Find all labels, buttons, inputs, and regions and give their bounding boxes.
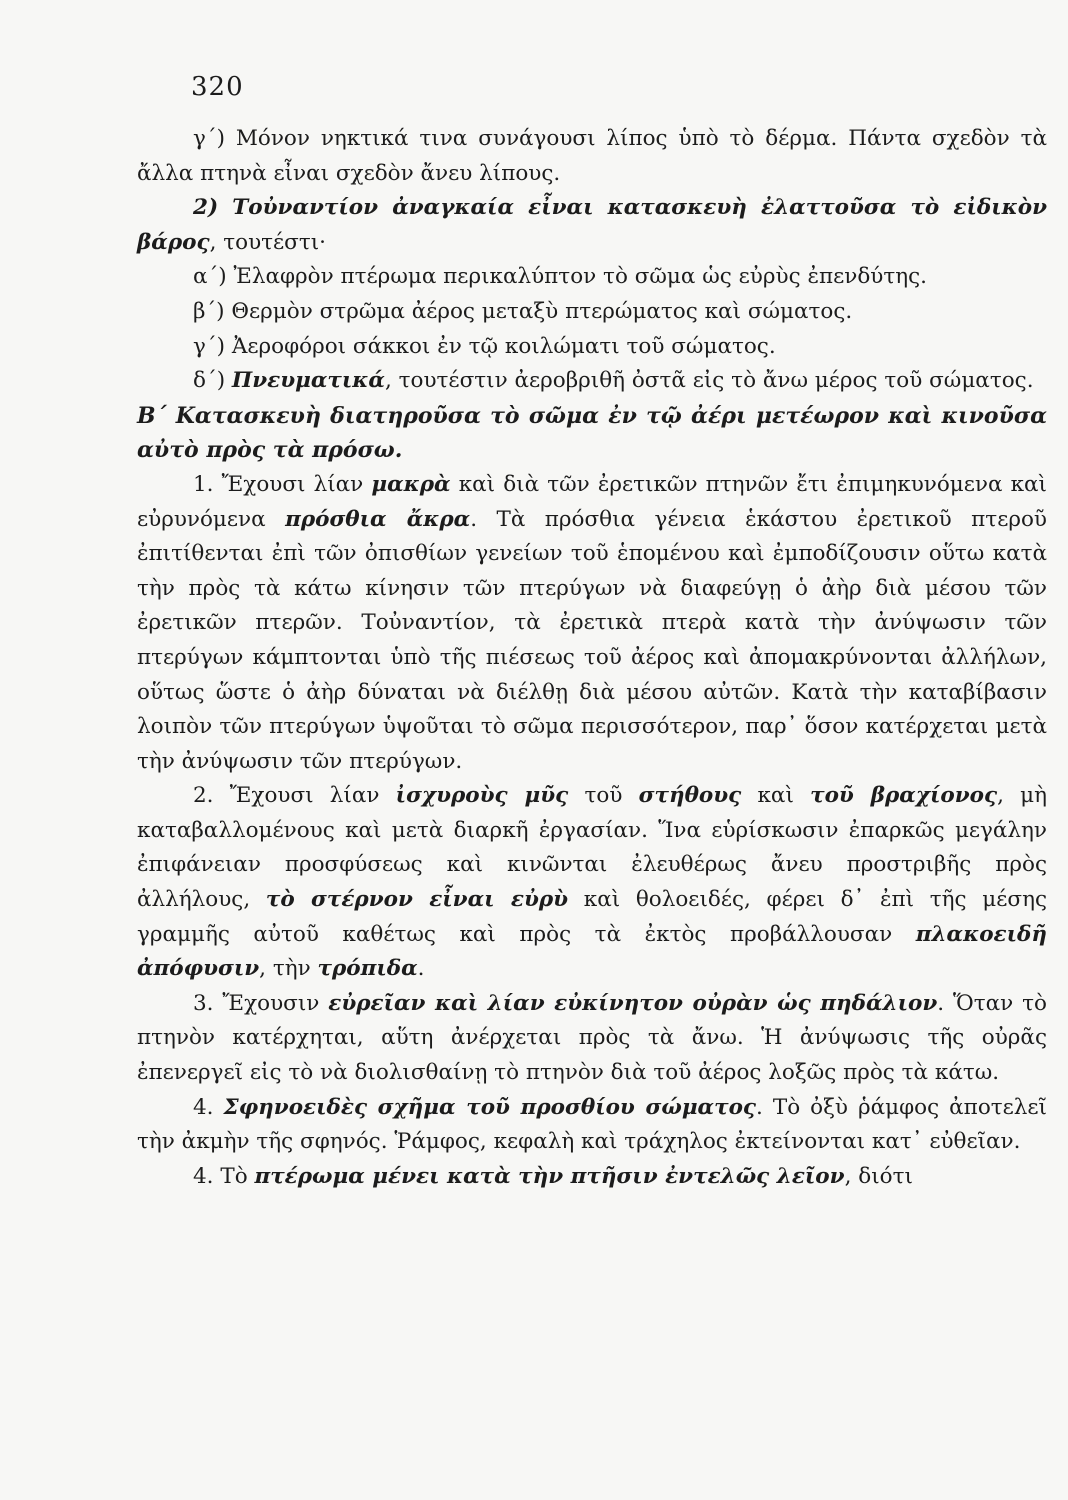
s1-text-d: . Τὰ πρόσθια γένεια ἑκάστου ἐρετικοῦ πτεροῦ ἐπιτίθενται ἐπὶ τῶν ὀπισθίων γενείων τοῦ ἑπομένου καὶ ἐμποδίζουσιν οὕτω κατὰ τὴν πρὸς τὰ κάτω κίνησιν τῶν πτερύγων νὰ διαφεύγῃ ὁ ἀὴρ διὰ μέσου τῶν ἐρετικῶν πτερῶν. Τοὐναντίον, τὰ ἐρετικὰ πτερὰ κατὰ τὴν ἀνύψωσιν τῶν πτερύγων κάμπτονται ὑπὸ τῆς πιέσεως τοῦ ἀέρος καὶ ἀπομακρύνονται ἀλλήλων, οὕτως ὥστε ὁ ἀὴρ δύναται νὰ διέλθῃ διὰ μέσου αὐτῶν. Κατὰ τὴν καταβίβασιν λοιπὸν τῶν πτερύγων ὑψοῦται τὸ σῶμα περισσότερον, παρ᾿ ὅσον κατέρχεται μετὰ τὴν ἀνύψωσιν τῶν πτερύγων. <box>137 506 1047 774</box>
section-item-5 <box>137 1160 1047 1195</box>
s2-bold-2: στήθους <box>638 783 742 809</box>
section-item-4 <box>137 1091 1047 1160</box>
s5-bold-1: πτέρωμα μένει κατὰ τὴν πτῆσιν ἐντελῶς λεῖον <box>254 1163 845 1189</box>
s2-text-a: 2. Ἔχουσι λίαν <box>193 783 396 809</box>
s1-bold-2: πρόσθια ἄκρα <box>285 506 471 532</box>
s3-bold-1: εὐρεῖαν καὶ λίαν εὐκίνητον οὐρὰν ὡς πηδάλιον <box>328 990 938 1016</box>
list-item-beta: β΄) Θερμὸν στρῶμα ἀέρος μεταξὺ πτερώματος καὶ σώματος. <box>193 298 853 324</box>
s2-bold-4: τὸ στέρνον εἶναι εὐρὺ <box>265 887 569 913</box>
s2-text-d: καὶ <box>741 783 811 809</box>
s2-text-h: . <box>417 956 425 982</box>
page-number: 320 <box>191 72 244 102</box>
s4-bold-1: Σφηνοειδὲς σχῆμα τοῦ προσθίου σώματος <box>223 1094 757 1120</box>
paragraph-specific-weight <box>137 191 1047 260</box>
section-heading: Β΄ Κατασκευὴ διατηροῦσα τὸ σῶμα ἐν τῷ ἀέρι μετέωρον καὶ κινοῦσα αὐτὸ πρὸς τὰ πρόσω. <box>137 402 1047 464</box>
s3-text-a: 3. Ἔχουσιν <box>193 990 329 1016</box>
s2-bold-6: τρόπιδα <box>317 956 418 982</box>
list-item-delta-prefix: δ΄) <box>193 368 232 394</box>
s3-text-c: . Ὅταν τὸ πτηνὸν κατέρχηται, αὕτη ἀνέρχεται πρὸς τὰ ἄνω. Ἡ ἀνύψωσις τῆς οὐρᾶς ἐπενεργεῖ εἰς τὸ νὰ διολισθαίνῃ τὸ πτηνὸν διὰ τοῦ ἀέρος λοξῶς πρὸς τὰ κάτω. <box>137 990 1047 1086</box>
s2-text-c: τοῦ <box>568 783 639 809</box>
body-text <box>137 122 1047 1194</box>
s1-bold-1: μακρὰ <box>371 471 451 497</box>
s2-text-e: , μὴ καταβαλλομένους καὶ μετὰ διαρκῆ ἐργασίαν. Ἵνα εὑρίσκωσιν ἐπαρκῶς μεγάλην ἐπιφάνειαν προσφύσεως καὶ κινῶνται ἐλευθέρως ἄνευ προστριβῆς πρὸς ἀλλήλους, <box>137 783 1047 913</box>
s2-text-g: , τὴν <box>259 956 318 982</box>
s2-bold-5: πλακοειδῆ ἀπόφυσιν <box>137 921 1047 982</box>
list-item-alpha: α΄) Ἐλαφρὸν πτέρωμα περικαλύπτον τὸ σῶμα ὡς εὐρὺς ἐπενδύτης. <box>193 264 927 290</box>
section-item-2 <box>137 779 1047 987</box>
list-item-gamma: γ΄) Ἀεροφόροι σάκκοι ἐν τῷ κοιλώματι τοῦ σώματος. <box>193 333 776 359</box>
s1-text-c: καὶ διὰ τῶν ἐρετικῶν πτηνῶν ἔτι ἐπιμηκυνόμενα καὶ εὐρυνόμενα <box>137 471 1047 532</box>
section-item-1 <box>137 468 1047 779</box>
paragraph-specific-weight-bold: 2) Τοὐναντίον ἀναγκαία εἶναι κατασκευὴ ἐλαττοῦσα τὸ εἰδικὸν βάρος <box>137 195 1047 255</box>
s2-bold-3: τοῦ βραχίονος <box>810 783 998 809</box>
list-item-delta-rest: , τουτέστιν ἀεροβριθῆ ὀστᾶ εἰς τὸ ἄνω μέρος τοῦ σώματος. <box>384 368 1034 394</box>
paragraph-gamma-fat: γ΄) Μόνον νηκτικά τινα συνάγουσι λίπος ὑπὸ τὸ δέρμα. Πάντα σχεδὸν τὰ ἄλλα πτηνὰ εἶναι σχεδὸν ἄνευ λίπους. <box>137 126 1047 186</box>
s4-text-c: . Τὸ ὀξὺ ῥάμφος ἀποτελεῖ τὴν ἀκμὴν τῆς σφηνός. Ῥάμφος, κεφαλὴ καὶ τράχηλος ἐκτείνονται κατ᾿ εὐθεῖαν. <box>137 1094 1047 1155</box>
s4-text-a: 4. <box>193 1094 224 1120</box>
paragraph-specific-weight-rest: , τουτέστι· <box>209 229 327 255</box>
s5-text-a: 4. Τὸ <box>193 1163 255 1189</box>
section-item-3 <box>137 987 1047 1091</box>
s2-bold-1: ἰσχυροὺς μῦς <box>395 783 569 809</box>
s5-text-c: , διότι <box>844 1163 913 1189</box>
list-item-delta-bold: Πνευματικά <box>231 368 385 394</box>
s2-text-f: καὶ θολοειδές, φέρει δ᾿ ἐπὶ τῆς μέσης γραμμῆς αὐτοῦ καθέτως καὶ πρὸς τὰ ἐκτὸς προβάλλουσαν <box>137 887 1047 947</box>
list-item-delta <box>137 364 1047 399</box>
s1-text-a: 1. Ἔχουσι λίαν <box>193 471 372 497</box>
